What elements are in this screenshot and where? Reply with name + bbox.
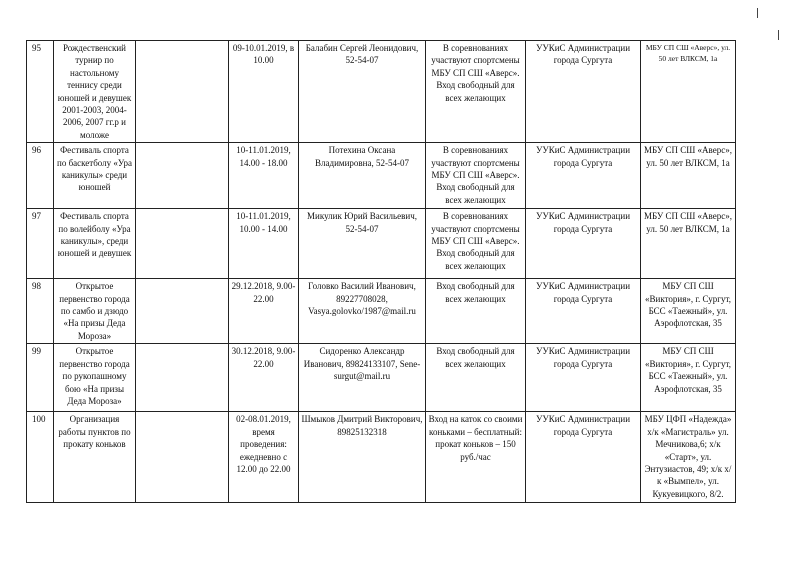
scan-mark xyxy=(778,30,779,40)
entry-conditions: Вход на каток со своими коньками – бесплатный: прокат коньков – 150 руб./час xyxy=(426,412,526,503)
event-name: Фестиваль спорта по баскетболу «Ура каникулы» среди юношей xyxy=(54,143,136,209)
contact-person: Головко Василий Иванович, 89227708028, Vasya.golovko/1987@mail.ru xyxy=(299,279,426,344)
table-row xyxy=(27,412,736,503)
entry-conditions: Вход свободный для всех желающих xyxy=(426,344,526,412)
venue: МБУ СП СШ «Аверс», ул. 50 лет ВЛКСМ, 1а xyxy=(641,209,736,279)
contact-person: Шмыков Дмитрий Викторович, 89825132318 xyxy=(299,412,426,503)
entry-conditions: Вход свободный для всех желающих xyxy=(426,279,526,344)
venue: МБУ СП СШ «Виктория», г. Сургут, БСС «Таежный», ул. Аэрофлотская, 35 xyxy=(641,344,736,412)
event-name: Организация работы пунктов по прокату коньков xyxy=(54,412,136,503)
empty-cell xyxy=(136,143,229,209)
event-date: 30.12.2018, 9.00-22.00 xyxy=(229,344,299,412)
venue: МБУ СП СШ «Аверс», ул. 50 лет ВЛКСМ, 1а xyxy=(641,143,736,209)
event-date: 09-10.01.2019, в 10.00 xyxy=(229,41,299,143)
contact-person: Потехина Оксана Владимировна, 52-54-07 xyxy=(299,143,426,209)
table-row xyxy=(27,279,736,344)
row-number: 96 xyxy=(27,143,54,209)
event-date: 10-11.01.2019, 10.00 - 14.00 xyxy=(229,209,299,279)
venue: МБУ СП СШ «Аверс», ул. 50 лет ВЛКСМ, 1а xyxy=(641,41,736,143)
venue: МБУ СП СШ «Виктория», г. Сургут, БСС «Таежный», ул. Аэрофлотская, 35 xyxy=(641,279,736,344)
contact-person: Сидоренко Александр Иванович, 89824133107, Sene-surgut@mail.ru xyxy=(299,344,426,412)
row-number: 100 xyxy=(27,412,54,503)
scan-mark xyxy=(757,8,758,18)
contact-person: Микулик Юрий Васильевич, 52-54-07 xyxy=(299,209,426,279)
row-number: 99 xyxy=(27,344,54,412)
organizer: УУКиС Администрации города Сургута xyxy=(526,41,641,143)
organizer: УУКиС Администрации города Сургута xyxy=(526,279,641,344)
row-number: 98 xyxy=(27,279,54,344)
organizer: УУКиС Администрации города Сургута xyxy=(526,143,641,209)
event-date: 29.12.2018, 9.00-22.00 xyxy=(229,279,299,344)
entry-conditions: В соревнованиях участвуют спортсмены МБУ СП СШ «Аверс». Вход свободный для всех желающих xyxy=(426,41,526,143)
table-row xyxy=(27,344,736,412)
organizer: УУКиС Администрации города Сургута xyxy=(526,209,641,279)
organizer: УУКиС Администрации города Сургута xyxy=(526,412,641,503)
table-row xyxy=(27,209,736,279)
event-name: Рождественский турнир по настольному теннису среди юношей и девушек 2001-2003, 2004-2006, 2007 гг.р и моложе xyxy=(54,41,136,143)
row-number: 97 xyxy=(27,209,54,279)
venue: МБУ ЦФП «Надежда» х/к «Магистраль» ул. Мечникова,6; х/к «Старт», ул. Энтузиастов, 49; х/к х/к «Вымпел», ул. Кукуевицкого, 8/2. xyxy=(641,412,736,503)
empty-cell xyxy=(136,344,229,412)
empty-cell xyxy=(136,41,229,143)
event-name: Открытое первенство города по самбо и дзюдо «На призы Деда Мороза» xyxy=(54,279,136,344)
organizer: УУКиС Администрации города Сургута xyxy=(526,344,641,412)
event-date: 10-11.01.2019, 14.00 - 18.00 xyxy=(229,143,299,209)
events-table xyxy=(26,40,736,503)
empty-cell xyxy=(136,412,229,503)
event-date: 02-08.01.2019, время проведения: ежедневно с 12.00 до 22.00 xyxy=(229,412,299,503)
event-name: Фестиваль спорта по волейболу «Ура каникулы», среди юношей и девушек xyxy=(54,209,136,279)
table-row xyxy=(27,143,736,209)
event-name: Открытое первенство города по рукопашному бою «На призы Деда Мороза» xyxy=(54,344,136,412)
entry-conditions: В соревнованиях участвуют спортсмены МБУ СП СШ «Аверс». Вход свободный для всех желающих xyxy=(426,209,526,279)
entry-conditions: В соревнованиях участвуют спортсмены МБУ СП СШ «Аверс». Вход свободный для всех желающих xyxy=(426,143,526,209)
empty-cell xyxy=(136,279,229,344)
empty-cell xyxy=(136,209,229,279)
contact-person: Балабин Сергей Леонидович, 52-54-07 xyxy=(299,41,426,143)
table-row xyxy=(27,41,736,143)
row-number: 95 xyxy=(27,41,54,143)
